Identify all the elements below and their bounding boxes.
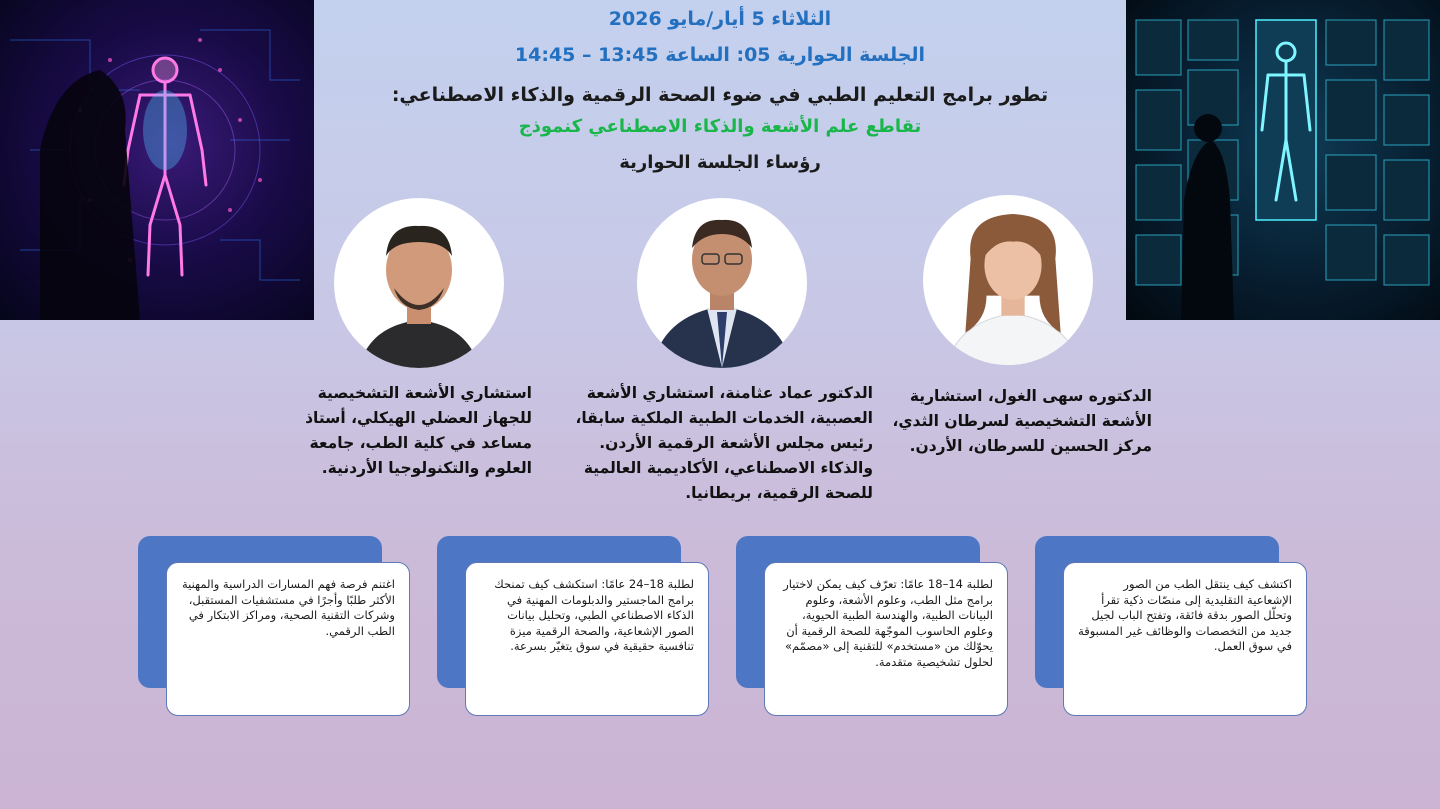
vr-anatomy-illustration — [0, 0, 314, 320]
card-3 — [764, 562, 1008, 716]
session-time: الجلسة الحوارية 05: الساعة 13:45 – 14:45 — [514, 44, 926, 66]
card-2-text: لطلبة 18–24 عامًا: استكشف كيف تمنحك برامج الماجستير والدبلومات المهنية في الذكاء الاصطناعي الطبي، وتحليل بيانات الصور الإشعاعية، والصحة الرقمية ميزة تنافسية حقيقية في سوق يتغيّر بسرعة. — [494, 577, 694, 653]
speaker-left-photo — [334, 198, 504, 368]
speaker-center-avatar — [637, 198, 807, 368]
speaker-right-bio: الدكتوره سهى الغول، استشارية الأشعة التشخيصية لسرطان الثدي، مركز الحسين للسرطان، الأردن. — [892, 387, 1152, 455]
speaker-center-bio: الدكتور عماد عثامنة، استشاري الأشعة العصبية، الخدمات الطبية الملكية سابقا، رئيس مجلس الأشعة الرقمية الأردن. والذكاء الاصطناعي، الأكاديمية العالمية للصحة الرقمية، بريطانيا. — [575, 384, 873, 502]
digital-human-image — [1126, 0, 1440, 320]
digital-human-illustration — [1126, 0, 1440, 320]
event-date: الثلاثاء 5 أيار/مايو 2026 — [608, 8, 832, 30]
speaker-center-photo — [637, 198, 807, 368]
card-4-text: اكتشف كيف ينتقل الطب من الصور الإشعاعية التقليدية إلى منصّات ذكية تقرأ وتحلّل الصور بدقة فائقة، وتفتح الباب لجيل جديد من التخصصات والوظائف غير المسبوقة في سوق العمل. — [1078, 577, 1292, 653]
speaker-left-avatar — [334, 198, 504, 368]
card-1-text: اغتنم فرصة فهم المسارات الدراسية والمهنية الأكثر طلبًا وأجرًا في مستشفيات المستقبل، وشركات التقنية الصحية، ومراكز الابتكار في الطب الرقمي. — [181, 577, 395, 638]
speaker-left-bio: استشاري الأشعة التشخيصية للجهاز العضلي الهيكلي، أستاذ مساعد في كلية الطب، جامعة العلوم والتكنولوجيا الأردنية. — [305, 384, 532, 477]
chairs-heading: رؤساء الجلسة الحوارية — [619, 152, 821, 173]
session-title: تطور برامج التعليم الطبي في ضوء الصحة الرقمية والذكاء الاصطناعي: — [391, 84, 1049, 106]
vr-anatomy-image — [0, 0, 314, 320]
card-2 — [465, 562, 709, 716]
card-3-text: لطلبة 14–18 عامًا: تعرّف كيف يمكن لاختيار برامج مثل الطب، وعلوم الأشعة، وعلوم البيانات الطبية، والهندسة الطبية الحيوية، وعلوم الحاسوب الموجّهة للصحة الرقمية أن يحوّلك من «مستخدم» للتقنية إلى «مصمّم» لحلول تشخيصية متقدمة. — [783, 577, 993, 669]
card-4 — [1063, 562, 1307, 716]
speaker-right-avatar — [923, 195, 1093, 365]
card-1 — [166, 562, 410, 716]
speaker-right-photo — [923, 195, 1093, 365]
session-subtitle: تقاطع علم الأشعة والذكاء الاصطناعي كنموذج — [518, 116, 922, 137]
